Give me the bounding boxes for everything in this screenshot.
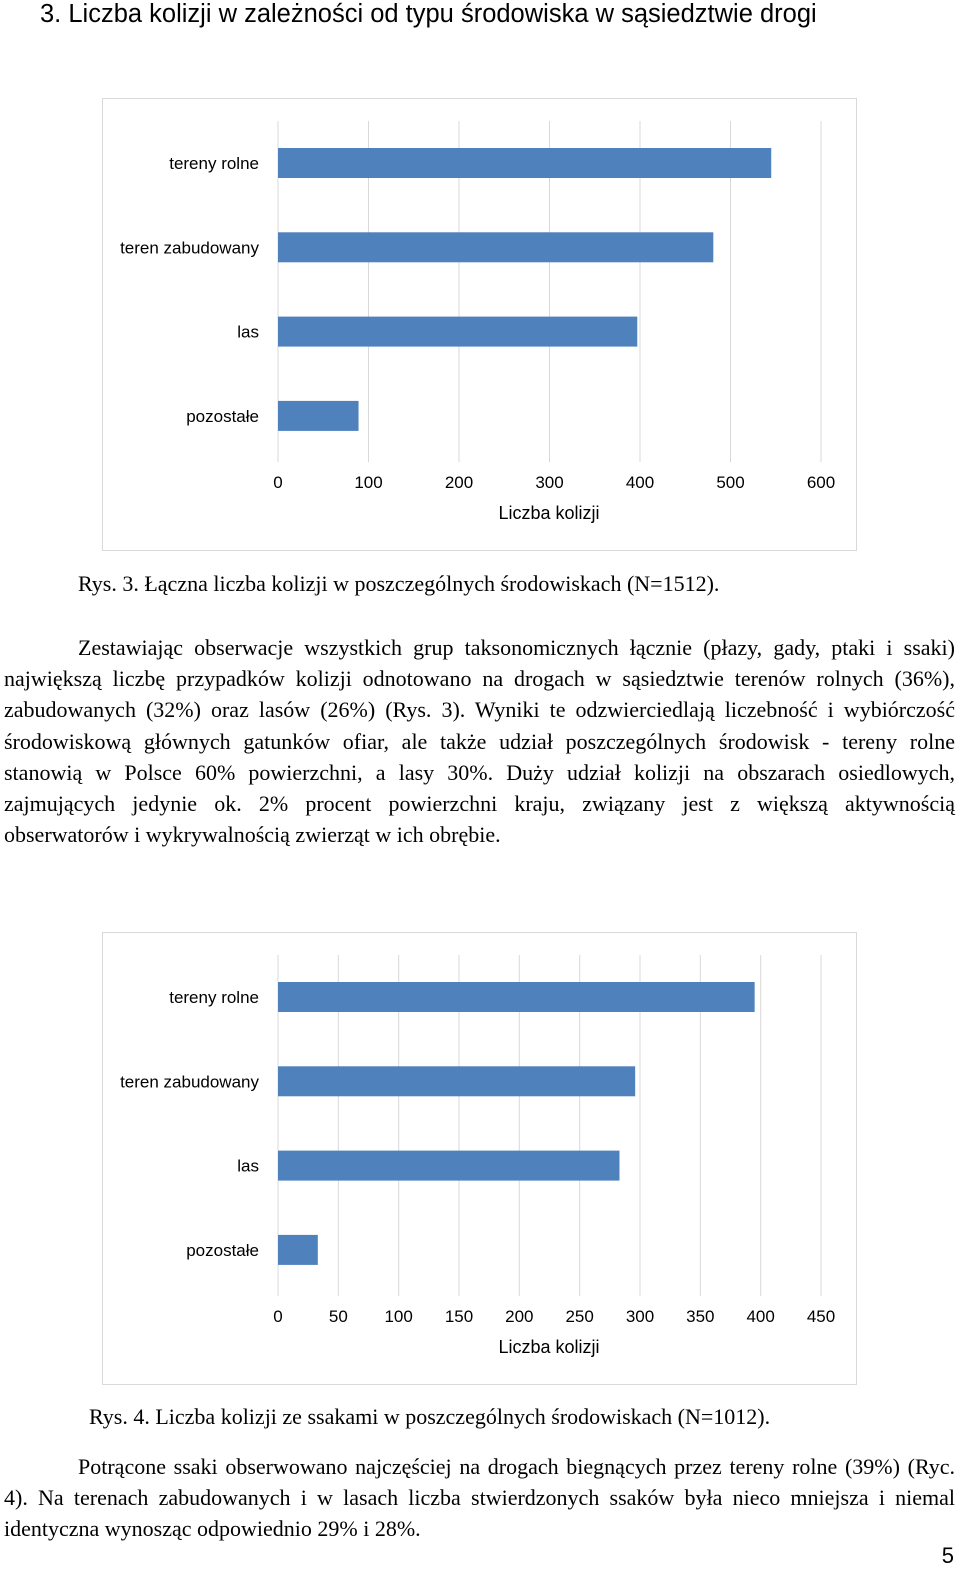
bar <box>278 148 771 178</box>
paragraph-1: Zestawiając obserwacje wszystkich grup taksonomicznych łącznie (płazy, gady, ptaki i ssaki) największą liczbę przypadków kolizji odnotowano na drogach w sąsiedztwie terenów rolnych (36%), zabudowanych (32%) oraz lasów (26%) (Rys. 3). Wyniki te odzwierciedlają liczebność i wybiórczość środowiskową głównych gatunków ofiar, ale także udział poszczególnych środowisk - tereny rolne stanowią w Polsce 60% powierzchni, a lasy 30%. Duży udział kolizji na obszarach osiedlowych, zajmujących jedynie ok. 2% procent powierzchni kraju, związany jest z większą aktywnością obserwatorów i wykrywalnością zwierząt w ich obrębie. <box>4 635 955 848</box>
chart-2-frame <box>102 932 857 1385</box>
bar <box>278 317 637 347</box>
chart-1 <box>103 99 858 552</box>
category-label: tereny rolne <box>169 154 259 173</box>
chart-1-frame <box>102 98 857 551</box>
tick-label: 0 <box>273 1307 283 1326</box>
figure-3-caption: Rys. 3. Łączna liczba kolizji w poszczególnych środowiskach (N=1512). <box>78 571 720 596</box>
tick-label: 400 <box>625 473 655 492</box>
tick-label: 100 <box>354 473 383 492</box>
category-label: pozostałe <box>186 1240 259 1260</box>
tick-label: 200 <box>505 1307 534 1326</box>
section-heading: 3. Liczba kolizji w zależności od typu środowiska w sąsiedztwie drogi <box>40 0 817 28</box>
page-number: 5 <box>941 1543 954 1568</box>
category-label: las <box>237 322 259 342</box>
bar <box>278 232 713 262</box>
tick-label: 350 <box>686 1307 715 1326</box>
category-label: teren zabudowany <box>120 1072 259 1092</box>
bar <box>278 982 755 1012</box>
x-axis-title: Liczba kolizji <box>498 1337 600 1357</box>
tick-label: 500 <box>716 473 745 492</box>
tick-label: 250 <box>565 1307 594 1326</box>
tick-label: 200 <box>444 473 474 492</box>
tick-label: 300 <box>535 473 564 492</box>
tick-label: 100 <box>384 1307 413 1326</box>
bar <box>278 1235 318 1265</box>
paragraph-2: Potrącone ssaki obserwowano najczęściej na drogach biegnących przez tereny rolne (39%) (Ryc. 4). Na terenach zabudowanych i w lasach liczba stwierdzonych ssaków była nieco mniejsza i niemal identyczna wynosząc odpowiednio 29% i 28%. <box>4 1454 955 1542</box>
tick-label: 50 <box>328 1307 348 1326</box>
tick-label: 0 <box>273 473 283 492</box>
tick-label: 300 <box>625 1307 655 1326</box>
chart-2 <box>103 933 858 1386</box>
figure-4-caption: Rys. 4. Liczba kolizji ze ssakami w poszczególnych środowiskach (N=1012). <box>89 1404 771 1429</box>
category-label: pozostałe <box>186 406 259 426</box>
bar <box>278 1151 619 1181</box>
category-label: tereny rolne <box>169 988 259 1007</box>
bar <box>278 401 359 431</box>
tick-label: 600 <box>806 473 836 492</box>
tick-label: 150 <box>444 1307 474 1326</box>
tick-label: 450 <box>806 1307 836 1326</box>
x-axis-title: Liczba kolizji <box>498 503 600 523</box>
tick-label: 400 <box>746 1307 775 1326</box>
bar <box>278 1066 635 1096</box>
category-label: las <box>237 1156 259 1176</box>
category-label: teren zabudowany <box>120 238 259 258</box>
